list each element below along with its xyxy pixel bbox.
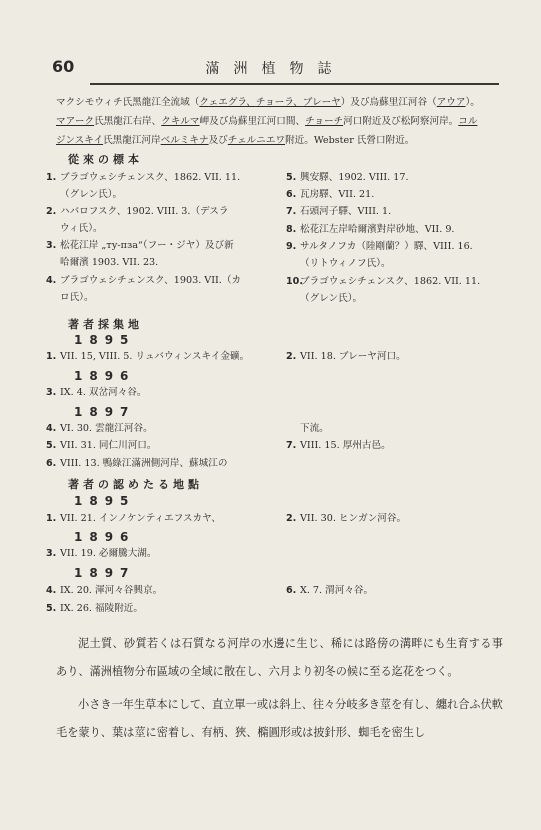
record-number: 1. [46, 172, 57, 183]
intro-segment: ジンスキイ [56, 135, 104, 146]
intro-line [56, 112, 500, 131]
collection-item-6-cont: 下流。 [300, 423, 329, 434]
record-text: （リトウィノフ氏）。 [300, 257, 391, 269]
intro-segment: コル [458, 116, 478, 127]
description-text [56, 630, 503, 746]
intro-segment: クキルマ [161, 116, 200, 127]
specimen-record [46, 204, 228, 237]
record-number: 5. [286, 172, 297, 183]
intro-segment: ク [199, 97, 209, 108]
intro-segment: ）。 [465, 97, 480, 108]
specimen-record [286, 274, 480, 307]
observed-year-2: 1896 [74, 530, 136, 544]
record-text: （グレン氏）。 [300, 292, 363, 304]
record-number: 2. [46, 206, 57, 217]
observed-year-3: 1897 [74, 566, 136, 580]
page-number: 60 [52, 57, 75, 76]
intro-segment: ）及び烏蘇里江河谷（ [340, 97, 437, 108]
collection-item-2: 2. VII. 18. ブレーヤ河口。 [286, 351, 406, 362]
heading-past-specimens: 從來の標本 [68, 153, 143, 166]
specimen-record [286, 204, 391, 221]
specimen-record [286, 239, 473, 272]
specimen-record [46, 238, 234, 271]
heading-observed: 著者の認めたる地點 [68, 478, 203, 491]
record-number: 3. [46, 240, 57, 251]
intro-segment: 岬及び烏蘇里江河口間、 [199, 116, 306, 127]
distribution-intro [56, 93, 500, 150]
observed-item-2: 2. VII. 30. ヒンガン河谷。 [286, 513, 407, 524]
record-text: ロ氏）。 [60, 291, 94, 303]
intro-segment: ベルミキナ [160, 135, 209, 146]
running-title: 滿洲植物誌 [205, 61, 346, 77]
record-text: 石頭河子驛、VIII. 1. [300, 206, 392, 217]
record-number: 4. [46, 275, 57, 286]
observed-item-4: 4. IX. 20. 渾河々谷興京。 [46, 585, 163, 596]
intro-segment: ョーラ、 [265, 97, 303, 108]
intro-segment: 及び [208, 135, 228, 146]
observed-item-6: 6. X. 7. 渭河々谷。 [286, 585, 374, 596]
intro-segment: 附近。Webster 氏營口附近。 [285, 135, 415, 146]
collection-year-1: 1895 [74, 333, 136, 347]
record-text: 松花江岸 „ту-пза“（フー・ジヤ）及び新 [60, 240, 234, 251]
specimen-record [46, 273, 241, 306]
record-text: サルタノフカ（陸剛蘭？）驛、VIII. 16. [300, 241, 473, 252]
specimen-record [286, 170, 409, 187]
specimen-record [46, 170, 240, 203]
collection-item-1: 1. VII. 15, VIII. 5. リュバウィンスキイ金礦。 [46, 351, 250, 362]
record-text: 松花江左岸哈爾濱對岸砂地、VII. 9. [300, 224, 455, 235]
header-rule [90, 83, 499, 85]
record-number: 8. [286, 224, 297, 235]
intro-segment: チ [255, 97, 266, 108]
intro-segment: ブレーヤ [302, 97, 341, 108]
observed-item-1: 1. VII. 21. インノケンティエフスカヤ、 [46, 513, 221, 524]
intro-segment: チェルニエワ [227, 135, 286, 146]
intro-segment: アウア [436, 97, 466, 108]
collection-item-3: 3. IX. 4. 双岔河々谷。 [46, 387, 147, 398]
record-text: ハバロフスク、1902. VIII. 3.（デスラ [60, 206, 229, 217]
collection-item-7: 7. VIII. 15. 厚州古邑。 [286, 440, 391, 451]
record-text: ブラゴウェシチェンスク、1862. VII. 11. [60, 172, 241, 183]
record-number: 9. [286, 241, 297, 252]
intro-line [56, 93, 500, 112]
record-text: 興安驛、1902. VIII. 17. [300, 172, 409, 183]
record-text: ウィ氏）。 [60, 222, 103, 234]
collection-year-2: 1896 [74, 369, 136, 383]
intro-segment: チョーチ [305, 116, 344, 127]
intro-segment: ェエグラ、 [208, 97, 256, 108]
intro-segment: マアーク [56, 116, 95, 127]
intro-segment: 河口附近及び松阿察河岸。 [343, 116, 459, 127]
description-paragraph-1: 泥土質、砂質若くは石質なる河岸の水邊に生じ、稀には路傍の溝畔にも生育する事あり、滿洲植物分布區域の全域に散在し、六月より初冬の候に至る迄花をつく。 [56, 637, 503, 678]
record-text: 哈爾濱 1903. VII. 23. [60, 256, 159, 268]
record-number: 6. [286, 189, 297, 200]
observed-item-3: 3. VII. 19. 必爾騰大湖。 [46, 548, 157, 559]
record-text: ブラゴウェシチェンスク、1862. VII. 11. [300, 276, 481, 287]
collection-item-6: 6. VIII. 13. 鴨綠江滿洲側河岸、蘇城江の [46, 458, 228, 469]
specimen-record [286, 222, 454, 239]
record-number: 7. [286, 206, 297, 217]
observed-year-1: 1895 [74, 494, 136, 508]
intro-segment: マクシモウィチ氏黑龍江全流域（ [56, 97, 200, 108]
intro-segment: 氏黑龍江河岸 [103, 135, 161, 146]
record-text: ブラゴウェシチェンスク、1903. VII.（カ [60, 275, 242, 286]
intro-line [56, 131, 500, 150]
specimen-record [286, 187, 374, 204]
heading-collection: 著者採集地 [68, 318, 143, 331]
record-text: （グレン氏）。 [60, 188, 123, 200]
record-number: 10. [286, 276, 303, 287]
intro-segment: 氏黑龍江右岸、 [94, 116, 162, 127]
description-paragraph-2: 小さき一年生草本にして、直立單一或は斜上、往々分岐多き莖を有し、纏れ合ふ伏軟毛を蒙り、葉は莖に密着し、有柄、狹、橢圓形或は披針形、蜘毛を密生し [56, 698, 503, 739]
collection-item-4: 4. VI. 30. 雲龍江河谷。 [46, 423, 153, 434]
page-header [52, 57, 499, 85]
collection-item-5: 5. VII. 31. 同仁川河口。 [46, 440, 157, 451]
observed-item-5: 5. IX. 26. 福陵附近。 [46, 603, 143, 614]
record-text: 瓦房驛、VII. 21. [300, 189, 375, 200]
collection-year-3: 1897 [74, 405, 136, 419]
